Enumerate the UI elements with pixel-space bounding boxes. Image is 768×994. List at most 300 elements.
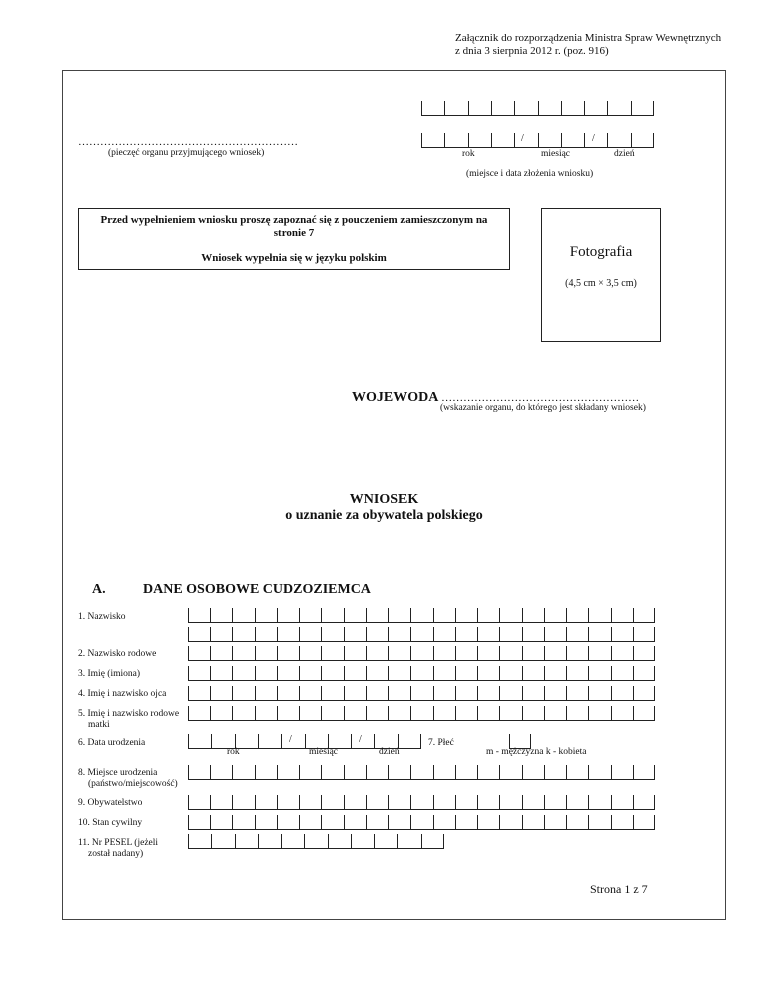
grid-cell-divider <box>611 815 612 829</box>
grid-cell-divider <box>321 815 322 829</box>
grid-cell-divider <box>455 608 456 622</box>
grid-cell-divider <box>410 815 411 829</box>
photo-size: (4,5 cm × 3,5 cm) <box>565 278 637 289</box>
page-number: Strona 1 z 7 <box>590 882 648 896</box>
birth-slash-1: / <box>289 734 292 745</box>
grid-cell-divider <box>299 646 300 660</box>
grid-cell-divider <box>544 815 545 829</box>
grid-cell-divider <box>631 133 632 147</box>
grid-cell-divider <box>544 608 545 622</box>
grid-cell-divider <box>211 734 212 748</box>
grid-cell-divider <box>654 765 655 779</box>
grid-cell-divider <box>566 646 567 660</box>
grid-cell-divider <box>210 608 211 622</box>
grid-cell-divider <box>398 734 399 748</box>
grid-cell-divider <box>522 815 523 829</box>
grid-cell-divider <box>607 133 608 147</box>
grid-cell-divider <box>366 795 367 809</box>
label-miejsce-urodzenia <box>78 768 178 790</box>
grid-cell-divider <box>344 795 345 809</box>
grid-cell-divider <box>410 765 411 779</box>
grid-cell-divider <box>374 834 375 848</box>
grid-cell-divider <box>277 608 278 622</box>
label-ojciec: 4. Imię i nazwisko ojca <box>78 689 167 699</box>
grid-cell-divider <box>410 795 411 809</box>
grid-cell-divider <box>654 608 655 622</box>
grid-cell-divider <box>514 133 515 147</box>
grid-cell-divider <box>433 608 434 622</box>
grid-cell-divider <box>328 734 329 748</box>
grid-cell-divider <box>255 666 256 680</box>
grid-cell-divider <box>509 734 510 748</box>
grid-cell-divider <box>366 646 367 660</box>
grid-cell-divider <box>566 795 567 809</box>
grid-cell-divider <box>232 627 233 641</box>
grid-cell-divider <box>277 627 278 641</box>
grid-cell-divider <box>410 608 411 622</box>
grid-cell-divider <box>477 795 478 809</box>
grid-cell-divider <box>468 133 469 147</box>
grid-cell-divider <box>281 834 282 848</box>
date-miesiac-label: miesiąc <box>541 149 571 159</box>
grid-cell-divider <box>344 646 345 660</box>
grid-cell-divider <box>588 608 589 622</box>
grid-cell-divider <box>633 765 634 779</box>
grid-cell-divider <box>455 666 456 680</box>
grid-cell-divider <box>188 815 189 829</box>
grid-cell-divider <box>588 795 589 809</box>
grid-cell-divider <box>433 765 434 779</box>
grid-cell-divider <box>421 133 422 147</box>
photo-box <box>541 208 661 342</box>
grid-cell-divider <box>544 795 545 809</box>
grid-cell-divider <box>321 795 322 809</box>
grid-cell-divider <box>321 686 322 700</box>
stamp-dots: …………………………………………………… <box>78 136 298 148</box>
birth-slash-2: / <box>359 734 362 745</box>
grid-cell-divider <box>421 834 422 848</box>
grid-cell-divider <box>366 765 367 779</box>
nazwisko-rodowe-grid[interactable] <box>188 646 655 661</box>
grid-cell-divider <box>468 101 469 115</box>
grid-cell-divider <box>410 646 411 660</box>
grid-cell-divider <box>455 627 456 641</box>
grid-cell-divider <box>299 608 300 622</box>
grid-cell-divider <box>611 686 612 700</box>
grid-cell-divider <box>433 646 434 660</box>
grid-cell-divider <box>522 666 523 680</box>
grid-cell-divider <box>421 101 422 115</box>
wojewoda-dots[interactable]: ……………………………………………… <box>441 392 640 404</box>
place-grid[interactable] <box>421 101 654 116</box>
grid-cell-divider <box>455 646 456 660</box>
stamp-caption: (pieczęć organu przyjmującego wniosek) <box>108 148 265 158</box>
grid-cell-divider <box>388 686 389 700</box>
label-matka-line-2: matki <box>88 720 110 730</box>
grid-cell-divider <box>210 666 211 680</box>
wojewoda-label: WOJEWODA <box>352 390 438 405</box>
grid-cell-divider <box>410 666 411 680</box>
grid-cell-divider <box>522 795 523 809</box>
grid-cell-divider <box>633 608 634 622</box>
grid-cell-divider <box>188 734 189 748</box>
grid-cell-divider <box>654 627 655 641</box>
grid-cell-divider <box>299 765 300 779</box>
grid-cell-divider <box>633 686 634 700</box>
grid-cell-divider <box>499 646 500 660</box>
grid-cell-divider <box>433 627 434 641</box>
grid-cell-divider <box>544 646 545 660</box>
photo-title: Fotografia <box>569 244 633 260</box>
grid-cell-divider <box>455 765 456 779</box>
label-pesel-line-2: został nadany) <box>88 849 144 859</box>
grid-cell-divider <box>477 627 478 641</box>
grid-cell-divider <box>544 765 545 779</box>
grid-cell-divider <box>607 101 608 115</box>
grid-cell-divider <box>344 706 345 720</box>
grid-cell-divider <box>654 795 655 809</box>
grid-cell-divider <box>321 666 322 680</box>
grid-cell-divider <box>611 608 612 622</box>
ojciec-grid[interactable] <box>188 686 655 701</box>
grid-cell-divider <box>388 666 389 680</box>
grid-cell-divider <box>388 706 389 720</box>
label-miejsce-line-2: (państwo/miejscowość) <box>88 779 178 789</box>
label-pesel-line-1: 11. Nr PESEL (jeżeli <box>78 838 159 848</box>
grid-cell-divider <box>455 706 456 720</box>
grid-cell-divider <box>299 666 300 680</box>
grid-cell-divider <box>611 765 612 779</box>
grid-cell-divider <box>499 627 500 641</box>
grid-cell-divider <box>258 834 259 848</box>
grid-cell-divider <box>522 686 523 700</box>
grid-cell-divider <box>188 795 189 809</box>
grid-cell-divider <box>420 734 421 748</box>
grid-cell-divider <box>477 765 478 779</box>
date-caption: (miejsce i data złożenia wniosku) <box>466 169 594 179</box>
grid-cell-divider <box>277 815 278 829</box>
grid-cell-divider <box>299 686 300 700</box>
grid-cell-divider <box>653 101 654 115</box>
grid-cell-divider <box>344 666 345 680</box>
grid-cell-divider <box>477 706 478 720</box>
grid-cell-divider <box>544 666 545 680</box>
birth-dzien-label: dzień <box>379 747 400 757</box>
grid-cell-divider <box>188 666 189 680</box>
date-dzien-label: dzień <box>614 149 635 159</box>
grid-cell-divider <box>566 686 567 700</box>
grid-cell-divider <box>277 666 278 680</box>
grid-cell-divider <box>654 666 655 680</box>
grid-cell-divider <box>499 666 500 680</box>
grid-cell-divider <box>210 765 211 779</box>
grid-cell-divider <box>255 686 256 700</box>
grid-cell-divider <box>351 834 352 848</box>
grid-cell-divider <box>255 815 256 829</box>
grid-cell-divider <box>188 627 189 641</box>
grid-cell-divider <box>633 627 634 641</box>
grid-cell-divider <box>654 686 655 700</box>
notice-line-2: Wniosek wypełnia się w języku polskim <box>201 252 387 264</box>
grid-cell-divider <box>455 795 456 809</box>
grid-cell-divider <box>366 815 367 829</box>
notice-box <box>78 208 510 270</box>
grid-cell-divider <box>433 686 434 700</box>
grid-cell-divider <box>588 686 589 700</box>
grid-cell-divider <box>304 834 305 848</box>
grid-cell-divider <box>588 666 589 680</box>
grid-cell-divider <box>188 765 189 779</box>
grid-cell-divider <box>499 686 500 700</box>
grid-cell-divider <box>366 627 367 641</box>
grid-cell-divider <box>499 706 500 720</box>
grid-cell-divider <box>210 706 211 720</box>
date-grid[interactable] <box>421 133 654 148</box>
grid-cell-divider <box>588 815 589 829</box>
document-subtitle: o uznanie za obywatela polskiego <box>285 508 483 523</box>
grid-cell-divider <box>499 815 500 829</box>
grid-cell-divider <box>566 765 567 779</box>
grid-cell-divider <box>235 734 236 748</box>
grid-cell-divider <box>366 706 367 720</box>
pesel-grid[interactable] <box>188 834 444 849</box>
grid-cell-divider <box>477 666 478 680</box>
grid-cell-divider <box>299 706 300 720</box>
grid-cell-divider <box>522 627 523 641</box>
imie-grid[interactable] <box>188 666 655 681</box>
grid-cell-divider <box>210 815 211 829</box>
birth-rok-label: rok <box>227 747 240 757</box>
grid-cell-divider <box>366 666 367 680</box>
grid-cell-divider <box>433 666 434 680</box>
grid-cell-divider <box>321 608 322 622</box>
grid-cell-divider <box>305 734 306 748</box>
grid-cell-divider <box>522 608 523 622</box>
miejsce-urodzenia-grid[interactable] <box>188 765 655 780</box>
grid-cell-divider <box>255 795 256 809</box>
grid-cell-divider <box>611 706 612 720</box>
grid-cell-divider <box>477 815 478 829</box>
grid-cell-divider <box>344 608 345 622</box>
grid-cell-divider <box>611 795 612 809</box>
grid-cell-divider <box>232 686 233 700</box>
grid-cell-divider <box>433 706 434 720</box>
grid-cell-divider <box>366 686 367 700</box>
grid-cell-divider <box>277 795 278 809</box>
grid-cell-divider <box>654 706 655 720</box>
grid-cell-divider <box>321 706 322 720</box>
grid-cell-divider <box>566 706 567 720</box>
grid-cell-divider <box>255 765 256 779</box>
grid-cell-divider <box>566 627 567 641</box>
grid-cell-divider <box>443 834 444 848</box>
grid-cell-divider <box>633 706 634 720</box>
grid-cell-divider <box>232 666 233 680</box>
grid-cell-divider <box>374 734 375 748</box>
stan-cywilny-grid[interactable] <box>188 815 655 830</box>
grid-cell-divider <box>566 608 567 622</box>
label-obywatelstwo: 9. Obywatelstwo <box>78 798 143 808</box>
label-miejsce-line-1: 8. Miejsce urodzenia <box>78 768 158 778</box>
grid-cell-divider <box>611 627 612 641</box>
grid-cell-divider <box>351 734 352 748</box>
grid-cell-divider <box>344 627 345 641</box>
label-pesel <box>78 838 158 860</box>
grid-cell-divider <box>491 133 492 147</box>
grid-cell-divider <box>344 686 345 700</box>
grid-cell-divider <box>633 666 634 680</box>
obywatelstwo-grid[interactable] <box>188 795 655 810</box>
wojewoda-caption: (wskazanie organu, do którego jest składany wniosek) <box>440 403 646 413</box>
grid-cell-divider <box>561 101 562 115</box>
grid-cell-divider <box>477 646 478 660</box>
grid-cell-divider <box>255 646 256 660</box>
label-data-urodzenia: 6. Data urodzenia <box>78 738 146 748</box>
grid-cell-divider <box>410 706 411 720</box>
grid-cell-divider <box>544 706 545 720</box>
grid-cell-divider <box>232 815 233 829</box>
grid-cell-divider <box>631 101 632 115</box>
grid-cell-divider <box>654 646 655 660</box>
grid-cell-divider <box>281 734 282 748</box>
grid-cell-divider <box>299 795 300 809</box>
grid-cell-divider <box>530 734 531 748</box>
grid-cell-divider <box>410 686 411 700</box>
grid-cell-divider <box>588 627 589 641</box>
grid-cell-divider <box>210 795 211 809</box>
grid-cell-divider <box>232 646 233 660</box>
grid-cell-divider <box>388 608 389 622</box>
grid-cell-divider <box>522 765 523 779</box>
grid-cell-divider <box>499 765 500 779</box>
grid-cell-divider <box>388 815 389 829</box>
grid-cell-divider <box>477 686 478 700</box>
grid-cell-divider <box>633 646 634 660</box>
grid-cell-divider <box>522 706 523 720</box>
grid-cell-divider <box>514 101 515 115</box>
label-matka <box>78 709 179 731</box>
grid-cell-divider <box>611 646 612 660</box>
grid-cell-divider <box>299 627 300 641</box>
grid-cell-divider <box>232 608 233 622</box>
header-line-2: z dnia 3 sierpnia 2012 r. (poz. 916) <box>455 45 609 57</box>
grid-cell-divider <box>444 101 445 115</box>
label-imie: 3. Imię (imiona) <box>78 669 140 679</box>
notice-line-1: Przed wypełnieniem wniosku proszę zapoznać się z pouczeniem zamieszczonym na stronie 7 <box>100 214 488 239</box>
grid-cell-divider <box>388 646 389 660</box>
grid-cell-divider <box>299 815 300 829</box>
grid-cell-divider <box>455 686 456 700</box>
grid-cell-divider <box>321 765 322 779</box>
section-a-letter: A. <box>92 582 106 597</box>
grid-cell-divider <box>211 834 212 848</box>
grid-cell-divider <box>584 101 585 115</box>
grid-cell-divider <box>277 706 278 720</box>
grid-cell-divider <box>584 133 585 147</box>
grid-cell-divider <box>633 795 634 809</box>
grid-cell-divider <box>344 765 345 779</box>
grid-cell-divider <box>653 133 654 147</box>
label-plec: 7. Płeć <box>428 738 454 748</box>
grid-cell-divider <box>491 101 492 115</box>
grid-cell-divider <box>499 795 500 809</box>
grid-cell-divider <box>588 765 589 779</box>
grid-cell-divider <box>258 734 259 748</box>
header-line-1: Załącznik do rozporządzenia Ministra Spraw Wewnętrznych <box>455 32 722 44</box>
grid-cell-divider <box>633 815 634 829</box>
grid-cell-divider <box>188 608 189 622</box>
grid-cell-divider <box>477 608 478 622</box>
grid-cell-divider <box>255 627 256 641</box>
label-nazwisko: 1. Nazwisko <box>78 612 126 622</box>
grid-cell-divider <box>210 646 211 660</box>
plec-legend: m - mężczyzna k - kobieta <box>486 747 587 757</box>
grid-cell-divider <box>388 627 389 641</box>
grid-cell-divider <box>188 706 189 720</box>
grid-cell-divider <box>544 686 545 700</box>
grid-cell-divider <box>277 765 278 779</box>
grid-cell-divider <box>321 646 322 660</box>
grid-cell-divider <box>566 815 567 829</box>
grid-cell-divider <box>210 686 211 700</box>
grid-cell-divider <box>522 646 523 660</box>
label-nazwisko-rodowe: 2. Nazwisko rodowe <box>78 649 157 659</box>
grid-cell-divider <box>344 815 345 829</box>
nazwisko-grid-2[interactable] <box>188 627 655 642</box>
document-title: WNIOSEK <box>349 492 419 507</box>
grid-cell-divider <box>410 627 411 641</box>
grid-cell-divider <box>538 133 539 147</box>
grid-cell-divider <box>232 706 233 720</box>
grid-cell-divider <box>388 795 389 809</box>
label-matka-line-1: 5. Imię i nazwisko rodowe <box>78 709 180 719</box>
grid-cell-divider <box>588 646 589 660</box>
grid-cell-divider <box>277 686 278 700</box>
nazwisko-grid-1[interactable] <box>188 608 655 623</box>
date-rok-label: rok <box>462 149 475 159</box>
grid-cell-divider <box>277 646 278 660</box>
grid-cell-divider <box>255 706 256 720</box>
grid-cell-divider <box>321 627 322 641</box>
section-a-title: DANE OSOBOWE CUDZOZIEMCA <box>143 582 371 597</box>
grid-cell-divider <box>188 834 189 848</box>
grid-cell-divider <box>255 608 256 622</box>
grid-cell-divider <box>499 608 500 622</box>
grid-cell-divider <box>232 795 233 809</box>
grid-cell-divider <box>561 133 562 147</box>
grid-cell-divider <box>397 834 398 848</box>
attachment-header <box>455 32 721 58</box>
grid-cell-divider <box>654 815 655 829</box>
matka-grid[interactable] <box>188 706 655 721</box>
grid-cell-divider <box>611 666 612 680</box>
grid-cell-divider <box>544 627 545 641</box>
grid-cell-divider <box>444 133 445 147</box>
grid-cell-divider <box>232 765 233 779</box>
grid-cell-divider <box>366 608 367 622</box>
grid-cell-divider <box>566 666 567 680</box>
grid-cell-divider <box>328 834 329 848</box>
grid-cell-divider <box>188 686 189 700</box>
label-stan-cywilny: 10. Stan cywilny <box>78 818 143 828</box>
grid-cell-divider <box>188 646 189 660</box>
grid-cell-divider <box>433 815 434 829</box>
grid-cell-divider <box>210 627 211 641</box>
date-slash-2: / <box>592 133 595 144</box>
grid-cell-divider <box>455 815 456 829</box>
birth-miesiac-label: miesiąc <box>309 747 339 757</box>
grid-cell-divider <box>235 834 236 848</box>
